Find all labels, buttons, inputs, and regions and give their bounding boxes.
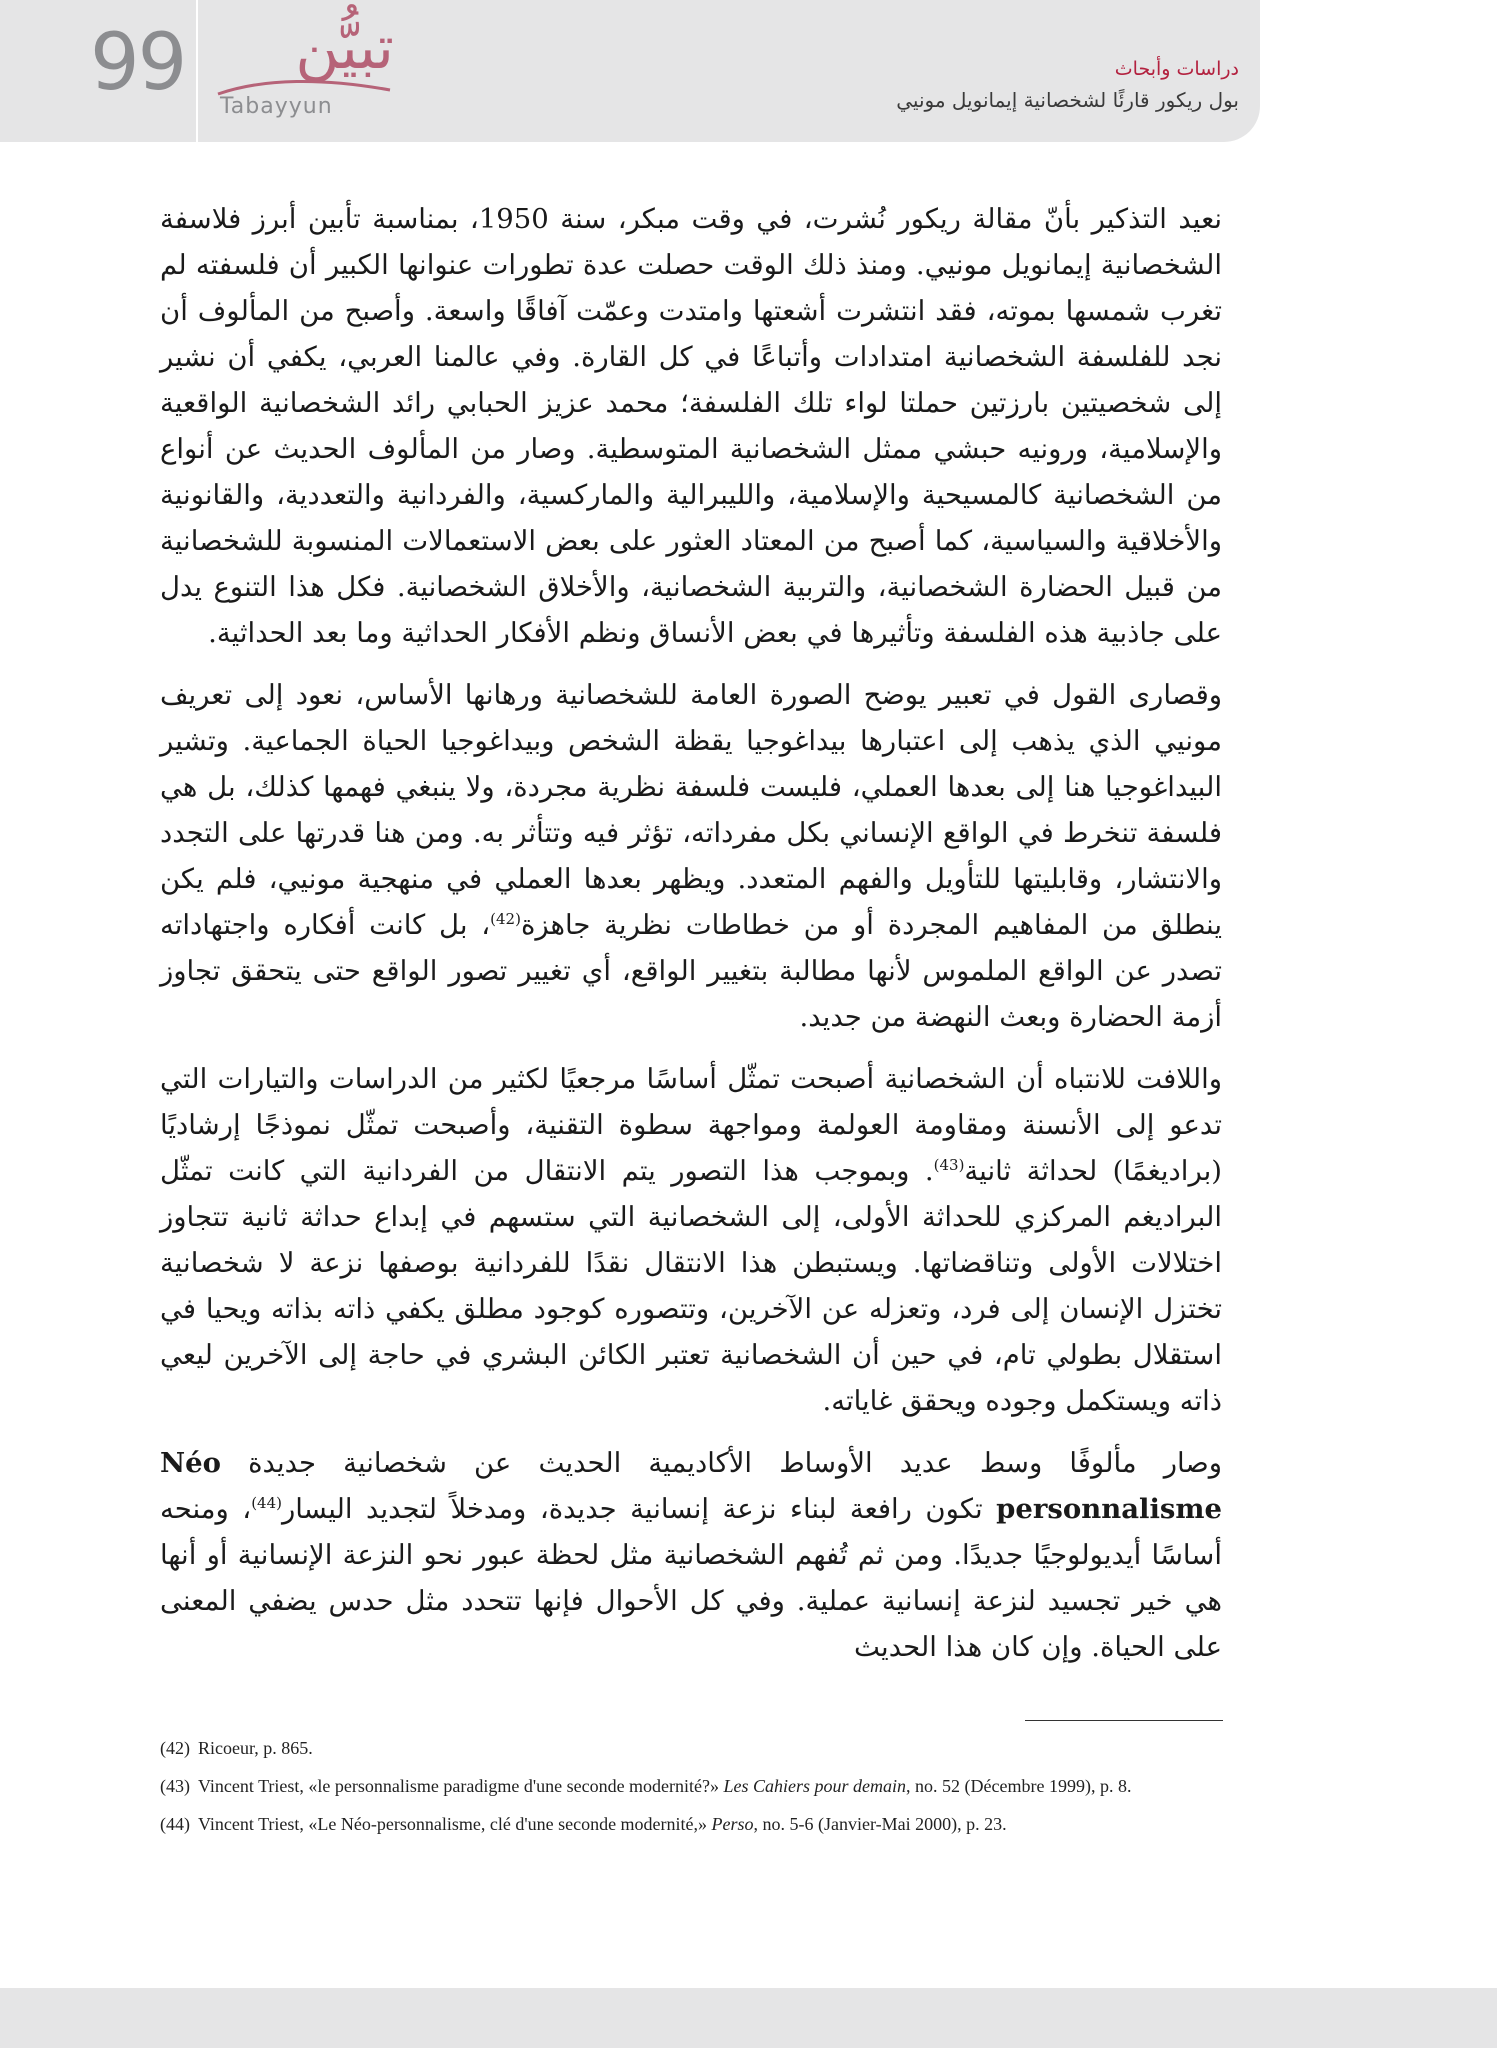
footnote-43 (160, 1772, 1222, 1800)
paragraph-3-text-a: واللافت للانتباه أن الشخصانية أصبحت تمثّل أساسًا مرجعيًا لكثير من الدراسات والتيارات التي تدعو إلى الأنسنة ومقاومة العولمة ومواجهة سطوة التقنية، وأصبحت تمثّل نموذجًا إرشاديًا (براديغمًا) لحداثة ثانية (160, 1063, 1223, 1187)
footnote-rule (1025, 1720, 1223, 1721)
header-band (0, 0, 1260, 142)
footnote-ref-42[interactable]: (42) (490, 909, 521, 928)
footnote-text-end: , no. 5-6 (Janvier-Mai 2000), p. 23. (753, 1814, 1007, 1834)
logo-arabic-text: تبيُّن (295, 13, 394, 83)
header-divider (196, 0, 198, 142)
paragraph-3 (160, 1056, 1222, 1424)
paragraph-2 (160, 672, 1222, 1040)
paragraph-4-text-c: ، ومنحه أساسًا أيديولوجيًا جديدًا. ومن ثم تُفهم الشخصانية مثل لحظة عبور نحو النزعة الإنسانية أو أنها هي خير تجسيد لنزعة إنسانية عملية. وفي كل الأحوال فإنها تتحدد مثل حدس يضفي المعنى على الحياة. وإن كان هذا الحديث (160, 1493, 1222, 1663)
footnote-text: Ricoeur, p. 865. (198, 1738, 313, 1758)
paragraph-4 (160, 1440, 1222, 1670)
journal-logo (214, 13, 394, 130)
logo-latin-text: Tabayyun (220, 94, 333, 119)
paragraph-2-text-a: وقصارى القول في تعبير يوضح الصورة العامة للشخصانية ورهانها الأساس، نعود إلى تعريف مونيي الذي يذهب إلى اعتبارها بيداغوجيا يقظة الشخص وبيداغوجيا الحياة الجماعية. وتشير البيداغوجيا هنا إلى بعدها العملي، فليست فلسفة نظرية مجردة، ولا ينبغي فهمها كذلك، بل هي فلسفة تنخرط في الواقع الإنساني بكل مفرداته، تؤثر فيه وتتأثر به. ومن هنا قدرتها على التجدد والانتشار، وقابليتها للتأويل والفهم المتعدد. ويظهر بعدها العملي في منهجية مونيي، فلم يكن ينطلق من المفاهيم المجردة أو من خطاطات نظرية جاهزة (160, 679, 1223, 941)
footnote-42 (160, 1734, 1222, 1762)
footnote-number: (42) (160, 1738, 190, 1758)
footnote-source-title: Perso (711, 1814, 754, 1834)
section-label: دراسات وأبحاث (1114, 58, 1239, 80)
footnote-number: (44) (160, 1814, 190, 1834)
footnote-text-end: , no. 52 (Décembre 1999), p. 8. (906, 1776, 1132, 1796)
paragraph-4-latin-term: Néo personnalisme (160, 1447, 1222, 1525)
body-text (160, 196, 1222, 1686)
paragraph-4-text-b: تكون رافعة لبناء نزعة إنسانية جديدة، ومدخلاً لتجديد اليسار (282, 1493, 997, 1525)
page-number: 99 (90, 18, 186, 108)
footnote-44 (160, 1810, 1222, 1838)
footnote-source-title: Les Cahiers pour demain (723, 1776, 907, 1796)
footnotes (160, 1734, 1222, 1848)
running-title: بول ريكور قارئًا لشخصانية إيمانويل مونيي (896, 88, 1239, 112)
paragraph-2-text-b: ، بل كانت أفكاره واجتهاداته تصدر عن الواقع الملموس لأنها مطالبة بتغيير الواقع، أي تغيير تصور الواقع حتى يتحقق تجاوز أزمة الحضارة وبعث النهضة من جديد. (160, 909, 1222, 1033)
footnote-text: Vincent Triest, «le personnalisme paradigme d'une seconde modernité?» (198, 1776, 724, 1796)
footnote-ref-44[interactable]: (44) (251, 1493, 282, 1512)
paragraph-4-text-a: وصار مألوفًا وسط عديد الأوساط الأكاديمية الحديث عن شخصانية جديدة (220, 1447, 1222, 1479)
footnote-text: Vincent Triest, «Le Néo-personnalisme, clé d'une seconde modernité,» (198, 1814, 712, 1834)
paragraph-1: نعيد التذكير بأنّ مقالة ريكور نُشرت، في وقت مبكر، سنة 1950، بمناسبة تأبين أبرز فلاسفة الشخصانية إيمانويل مونيي. ومنذ ذلك الوقت حصلت عدة تطورات عنوانها الكبير أن فلسفته لم تغرب شمسها بموته، فقد انتشرت أشعتها وامتدت وعمّت آفاقًا واسعة. وأصبح من المألوف أن نجد للفلسفة الشخصانية امتدادات وأتباعًا في كل القارة. وفي عالمنا العربي، يكفي أن نشير إلى شخصيتين بارزتين حملتا لواء تلك الفلسفة؛ محمد عزيز الحبابي رائد الشخصانية الواقعية والإسلامية، ورونيه حبشي ممثل الشخصانية المتوسطية. وصار من المألوف الحديث عن أنواع من الشخصانية كالمسيحية والإسلامية، والليبرالية والماركسية، والفردانية والتعددية، والقانونية والأخلاقية والسياسية، كما أصبح من المعتاد العثور على بعض الاستعمالات المنسوبة للشخصانية من قبيل الحضارة الشخصانية، والتربية الشخصانية، والأخلاق الشخصانية. فكل هذا التنوع يدل على جاذبية هذه الفلسفة وتأثيرها في بعض الأنساق ونظم الأفكار الحداثية وما بعد الحداثية. (160, 203, 1222, 649)
paragraph-3-text-b: . وبموجب هذا التصور يتم الانتقال من الفردانية التي كانت تمثّل البراديغم المركزي للحداثة الأولى، إلى الشخصانية التي ستسهم في إبداع حداثة ثانية تتجاوز اختلالات الأولى وتناقضاتها. ويستبطن هذا الانتقال نقدًا للفردانية بوصفها نزعة لا شخصانية تختزل الإنسان إلى فرد، وتعزله عن الآخرين، وتتصوره كوجود مطلق يكفي ذاته بذاته ويحيا في استقلال بطولي تام، في حين أن الشخصانية تعتبر الكائن البشري في حاجة إلى الآخرين ليعي ذاته ويستكمل وجوده ويحقق غاياته. (160, 1155, 1222, 1417)
footnote-number: (43) (160, 1776, 190, 1796)
footnote-ref-43[interactable]: (43) (933, 1155, 965, 1174)
bottom-band (0, 1988, 1497, 2048)
